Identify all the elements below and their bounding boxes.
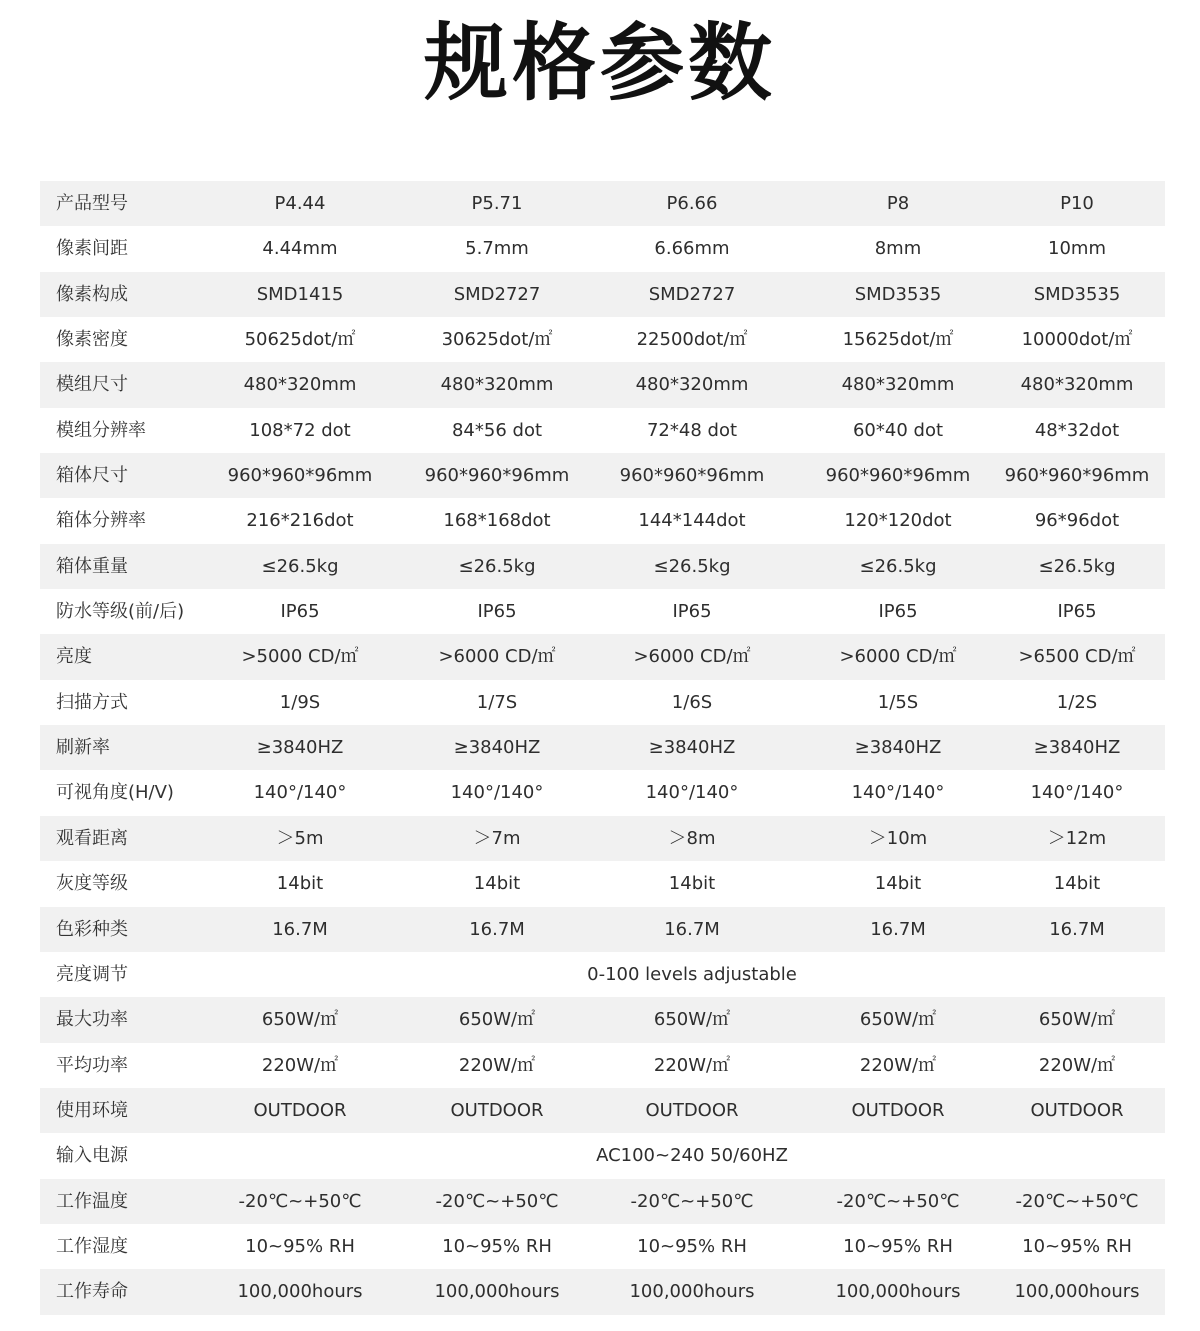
value-cell: 60*40 dot [852, 419, 944, 441]
row-label: 工作温度 [56, 1190, 128, 1212]
value-cell: P10 [1060, 193, 1094, 214]
row-label: 模组尺寸 [56, 374, 128, 396]
row-label: 工作湿度 [56, 1235, 128, 1257]
value-cell: 480*320mm [243, 374, 357, 396]
value-cell: 30625dot/㎡ [441, 329, 553, 351]
value-cell: >6000 CD/㎡ [633, 646, 751, 668]
row-label: 使用环境 [56, 1099, 128, 1121]
value-cell: P8 [886, 193, 910, 214]
value-cell: OUTDOOR [851, 1099, 945, 1121]
table-row [40, 907, 1165, 952]
value-cell: 650W/㎡ [458, 1009, 536, 1031]
value-cell: 960*960*96mm [1004, 465, 1150, 487]
value-cell: 1/9S [279, 691, 321, 713]
value-cell: 140°/140° [645, 782, 739, 804]
value-cell: 16.7M [1049, 918, 1105, 940]
value-cell: 10~95% RH [1022, 1235, 1132, 1257]
value-cell: 650W/㎡ [261, 1009, 339, 1031]
value-cell: >6000 CD/㎡ [839, 646, 957, 668]
value-cell: 14bit [276, 873, 324, 895]
value-cell: SMD2727 [648, 283, 736, 305]
value-cell: ＞7m [473, 827, 521, 849]
table-row [40, 952, 1165, 997]
value-cell: IP65 [1057, 601, 1097, 623]
value-cell: ≥3840HZ [453, 737, 541, 759]
value-cell: ≥3840HZ [256, 737, 344, 759]
value-cell: 1/5S [877, 691, 919, 713]
row-label: 箱体重量 [56, 555, 128, 577]
value-cell: 120*120dot [844, 510, 952, 532]
value-cell: 140°/140° [1030, 782, 1124, 804]
value-cell: SMD3535 [854, 283, 942, 305]
table-row [40, 226, 1165, 271]
value-cell: OUTDOOR [253, 1099, 347, 1121]
value-cell: ≥3840HZ [1033, 737, 1121, 759]
table-row [40, 1179, 1165, 1224]
value-cell: SMD3535 [1033, 283, 1121, 305]
value-cell: ＞8m [668, 827, 716, 849]
value-cell: 48*32dot [1034, 419, 1120, 441]
value-cell: 480*320mm [440, 374, 554, 396]
value-cell: 96*96dot [1034, 510, 1120, 532]
value-cell: 220W/㎡ [653, 1054, 731, 1076]
value-cell: OUTDOOR [645, 1099, 739, 1121]
value-cell: 10~95% RH [442, 1235, 552, 1257]
value-cell: ＞5m [276, 827, 324, 849]
row-label: 刷新率 [56, 737, 110, 759]
value-cell: ≥3840HZ [648, 737, 736, 759]
value-cell: >6000 CD/㎡ [438, 646, 556, 668]
spec-table [40, 181, 1165, 1315]
value-cell: 480*320mm [841, 374, 955, 396]
value-cell: ≤26.5kg [261, 555, 339, 577]
value-cell: 10mm [1048, 238, 1106, 260]
value-cell: 480*320mm [635, 374, 749, 396]
value-cell: 220W/㎡ [859, 1054, 937, 1076]
value-cell: 1/6S [671, 691, 713, 713]
value-cell: 14bit [874, 873, 922, 895]
value-cell: -20℃~+50℃ [836, 1190, 960, 1212]
table-row [40, 770, 1165, 815]
value-cell: 100,000hours [1014, 1281, 1140, 1303]
table-row [40, 589, 1165, 634]
table-row [40, 181, 1165, 226]
value-cell: P4.44 [274, 193, 326, 214]
page-title: 规格参数 [423, 14, 776, 112]
value-cell: -20℃~+50℃ [435, 1190, 559, 1212]
row-label: 箱体尺寸 [56, 465, 128, 487]
value-cell: 8mm [874, 238, 922, 260]
row-label: 箱体分辨率 [56, 510, 146, 532]
value-cell: 650W/㎡ [859, 1009, 937, 1031]
value-cell: 10~95% RH [843, 1235, 953, 1257]
value-cell: SMD1415 [256, 283, 344, 305]
table-row [40, 1224, 1165, 1269]
row-label: 像素间距 [56, 238, 128, 260]
value-cell: 10~95% RH [245, 1235, 355, 1257]
value-cell: 4.44mm [262, 238, 338, 260]
value-cell: ＞10m [868, 827, 928, 849]
row-label: 灰度等级 [56, 873, 128, 895]
row-label: 模组分辨率 [56, 419, 146, 441]
value-cell: 100,000hours [237, 1281, 363, 1303]
table-row [40, 362, 1165, 407]
table-row [40, 272, 1165, 317]
row-label: 工作寿命 [56, 1281, 128, 1303]
value-cell: 140°/140° [450, 782, 544, 804]
value-cell: 15625dot/㎡ [842, 329, 954, 351]
value-cell: 16.7M [272, 918, 328, 940]
value-cell: 16.7M [664, 918, 720, 940]
value-cell: 14bit [668, 873, 716, 895]
row-label: 防水等级(前/后) [56, 601, 185, 623]
value-cell: 100,000hours [434, 1281, 560, 1303]
value-cell: 6.66mm [654, 238, 730, 260]
table-row [40, 1269, 1165, 1314]
spanning-value-cell: AC100~240 50/60HZ [596, 1145, 788, 1167]
table-row [40, 680, 1165, 725]
value-cell: 650W/㎡ [653, 1009, 731, 1031]
table-row [40, 498, 1165, 543]
row-label: 扫描方式 [56, 691, 128, 713]
value-cell: OUTDOOR [450, 1099, 544, 1121]
value-cell: 100,000hours [629, 1281, 755, 1303]
value-cell: IP65 [672, 601, 712, 623]
value-cell: 216*216dot [246, 510, 354, 532]
value-cell: 220W/㎡ [261, 1054, 339, 1076]
value-cell: IP65 [477, 601, 517, 623]
table-row [40, 544, 1165, 589]
value-cell: >6500 CD/㎡ [1018, 646, 1136, 668]
value-cell: P6.66 [666, 193, 718, 214]
value-cell: 50625dot/㎡ [244, 329, 356, 351]
value-cell: 16.7M [469, 918, 525, 940]
row-label: 像素构成 [56, 283, 128, 305]
table-row [40, 997, 1165, 1042]
value-cell: 22500dot/㎡ [636, 329, 748, 351]
spanning-value-cell: 0-100 levels adjustable [587, 963, 797, 985]
value-cell: IP65 [280, 601, 320, 623]
value-cell: IP65 [878, 601, 918, 623]
value-cell: ≤26.5kg [1038, 555, 1116, 577]
table-row [40, 861, 1165, 906]
value-cell: ≤26.5kg [653, 555, 731, 577]
value-cell: 16.7M [870, 918, 926, 940]
row-label: 亮度 [56, 646, 92, 668]
row-label: 像素密度 [56, 329, 128, 351]
row-label: 观看距离 [56, 827, 128, 849]
row-label: 亮度调节 [56, 963, 128, 985]
table-row [40, 317, 1165, 362]
value-cell: -20℃~+50℃ [630, 1190, 754, 1212]
row-label: 可视角度(H/V) [56, 782, 174, 804]
value-cell: 960*960*96mm [619, 465, 765, 487]
value-cell: 10000dot/㎡ [1021, 329, 1133, 351]
value-cell: >5000 CD/㎡ [241, 646, 359, 668]
table-row [40, 816, 1165, 861]
value-cell: P5.71 [471, 193, 523, 214]
value-cell: OUTDOOR [1030, 1099, 1124, 1121]
table-row [40, 408, 1165, 453]
value-cell: 144*144dot [638, 510, 746, 532]
value-cell: 960*960*96mm [825, 465, 971, 487]
table-row [40, 1133, 1165, 1178]
value-cell: 960*960*96mm [424, 465, 570, 487]
value-cell: 100,000hours [835, 1281, 961, 1303]
row-label: 色彩种类 [56, 918, 128, 940]
value-cell: 5.7mm [465, 238, 529, 260]
value-cell: SMD2727 [453, 283, 541, 305]
value-cell: 480*320mm [1020, 374, 1134, 396]
row-label: 平均功率 [56, 1054, 128, 1076]
value-cell: -20℃~+50℃ [238, 1190, 362, 1212]
value-cell: 960*960*96mm [227, 465, 373, 487]
table-row [40, 634, 1165, 679]
value-cell: -20℃~+50℃ [1015, 1190, 1139, 1212]
value-cell: ≤26.5kg [859, 555, 937, 577]
value-cell: 1/7S [476, 691, 518, 713]
row-label: 输入电源 [56, 1145, 128, 1167]
value-cell: 10~95% RH [637, 1235, 747, 1257]
value-cell: ≥3840HZ [854, 737, 942, 759]
value-cell: 14bit [473, 873, 521, 895]
value-cell: 140°/140° [253, 782, 347, 804]
value-cell: 220W/㎡ [458, 1054, 536, 1076]
value-cell: ＞12m [1047, 827, 1107, 849]
value-cell: 72*48 dot [646, 419, 738, 441]
table-row [40, 1088, 1165, 1133]
table-row [40, 453, 1165, 498]
value-cell: 168*168dot [443, 510, 551, 532]
value-cell: ≤26.5kg [458, 555, 536, 577]
table-row [40, 1043, 1165, 1088]
row-label: 最大功率 [56, 1009, 128, 1031]
value-cell: 220W/㎡ [1038, 1054, 1116, 1076]
value-cell: 140°/140° [851, 782, 945, 804]
value-cell: 14bit [1053, 873, 1101, 895]
value-cell: 1/2S [1056, 691, 1098, 713]
table-row [40, 725, 1165, 770]
row-label: 产品型号 [56, 193, 128, 214]
value-cell: 84*56 dot [451, 419, 543, 441]
value-cell: 650W/㎡ [1038, 1009, 1116, 1031]
value-cell: 108*72 dot [249, 419, 351, 441]
